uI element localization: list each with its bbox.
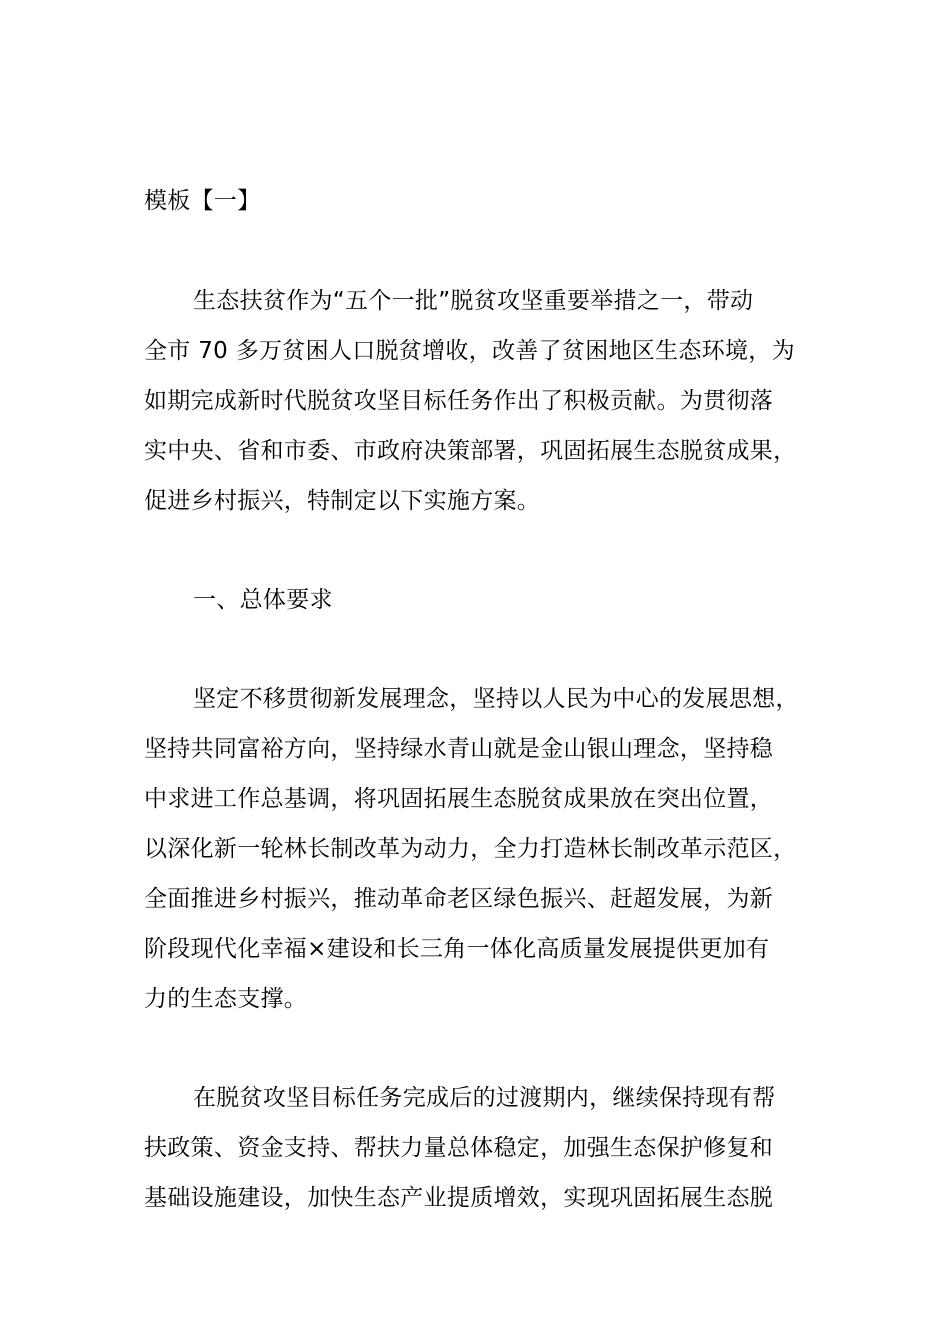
paragraph-line: 坚持共同富裕方向，坚持绿水青山就是金山银山理念，坚持稳 xyxy=(144,736,774,762)
paragraph-line: 全市 70 多万贫困人口脱贫增收，改善了贫困地区生态环境，为 xyxy=(144,338,795,364)
document-title: 模板【一】 xyxy=(144,188,261,214)
paragraph-line: 基础设施建设，加快生态产业提质增效，实现巩固拓展生态脱 xyxy=(144,1185,774,1211)
paragraph-line: 生态扶贫作为“五个一批”脱贫攻坚重要举措之一，带动 xyxy=(193,288,754,314)
paragraph-line: 中求进工作总基调，将巩固拓展生态脱贫成果放在突出位置， xyxy=(144,786,774,812)
paragraph-line: 以深化新一轮林长制改革为动力，全力打造林长制改革示范区， xyxy=(144,836,797,862)
paragraph-line: 阶段现代化幸福×建设和长三角一体化高质量发展提供更加有 xyxy=(144,936,770,962)
section-heading: 一、总体要求 xyxy=(193,587,333,613)
paragraph-line: 力的生态支撑。 xyxy=(144,986,308,1012)
paragraph-line: 全面推进乡村振兴，推动革命老区绿色振兴、赶超发展，为新 xyxy=(144,886,774,912)
paragraph-line: 如期完成新时代脱贫攻坚目标任务作出了积极贡献。为贯彻落 xyxy=(144,388,774,414)
paragraph-line: 扶政策、资金支持、帮扶力量总体稳定，加强生态保护修复和 xyxy=(144,1135,774,1161)
paragraph-line: 坚定不移贯彻新发展理念，坚持以人民为中心的发展思想， xyxy=(193,686,799,712)
paragraph-line: 在脱贫攻坚目标任务完成后的过渡期内，继续保持现有帮 xyxy=(193,1085,776,1111)
paragraph-line: 促进乡村振兴，特制定以下实施方案。 xyxy=(144,488,541,514)
paragraph-line: 实中央、省和市委、市政府决策部署，巩固拓展生态脱贫成果， xyxy=(144,438,797,464)
